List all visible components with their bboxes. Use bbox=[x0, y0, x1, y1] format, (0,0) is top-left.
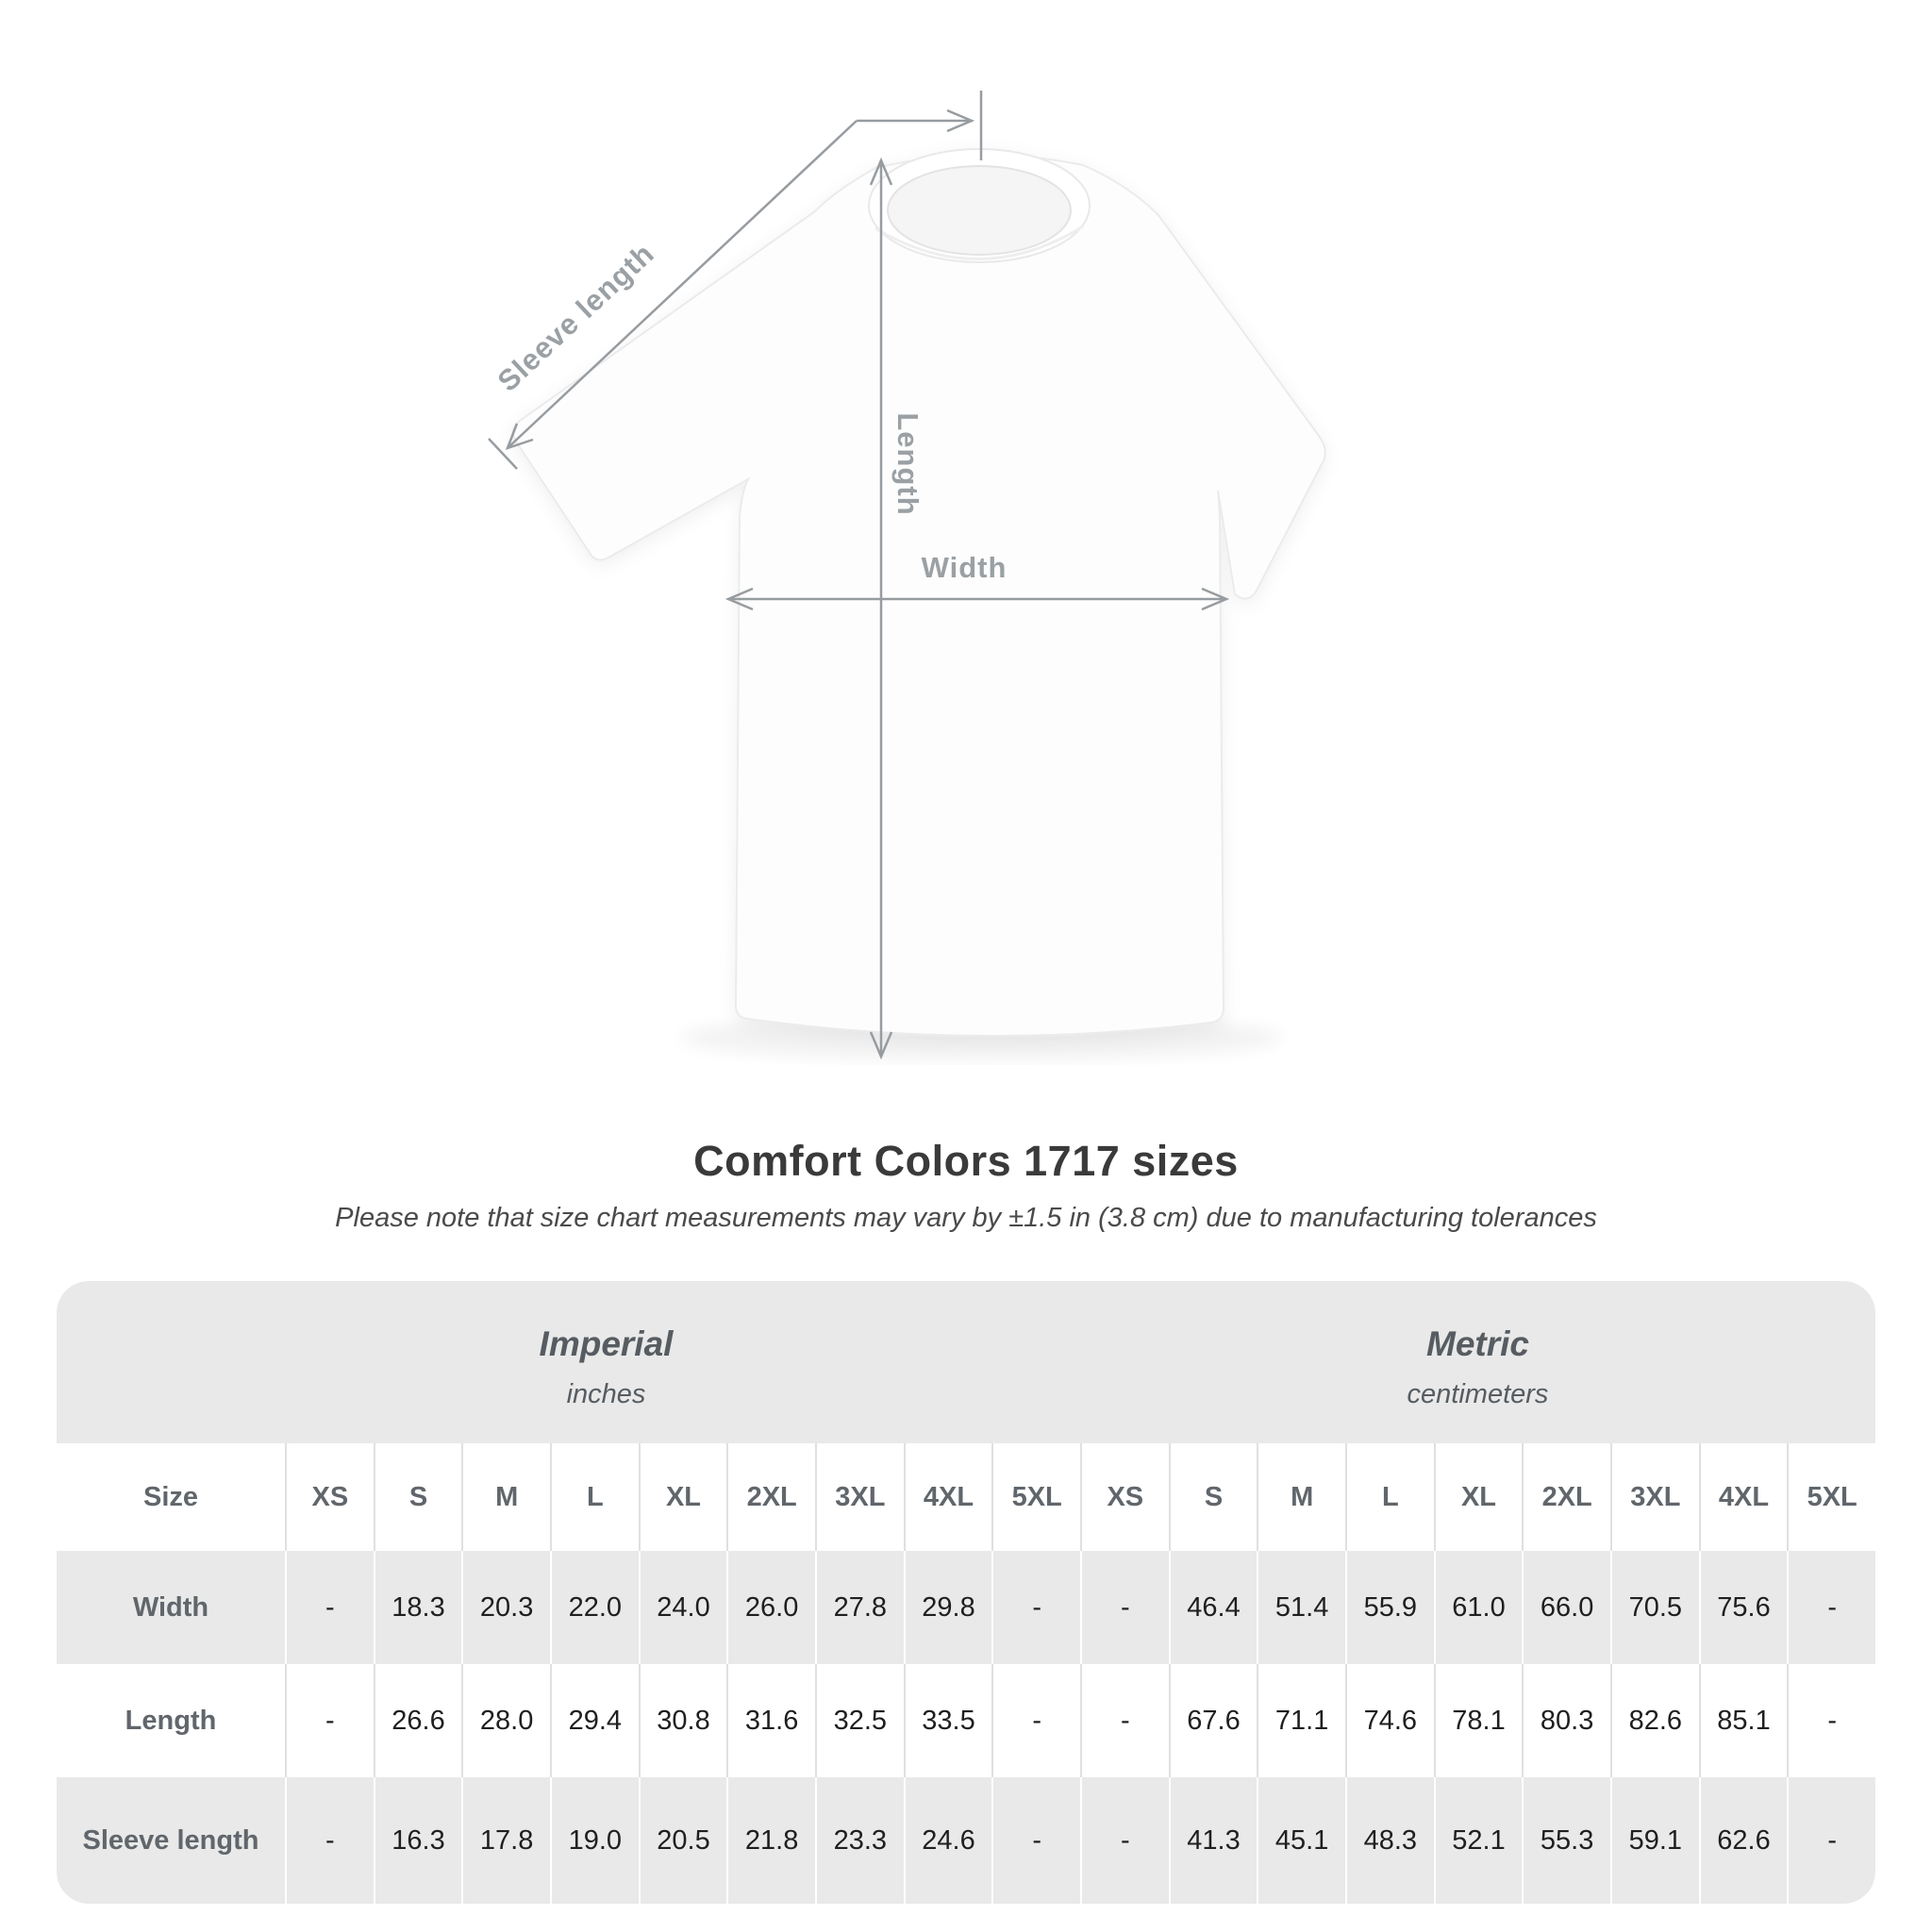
metric-label: Metric bbox=[1426, 1324, 1529, 1363]
size-column-header: 4XL bbox=[904, 1443, 992, 1551]
measurement-value: 30.8 bbox=[639, 1664, 727, 1777]
measurement-row-width bbox=[57, 1551, 1875, 1664]
sleeve-length-label: Sleeve length bbox=[491, 236, 661, 398]
measurement-value: 66.0 bbox=[1522, 1551, 1610, 1664]
measurement-value: 59.1 bbox=[1610, 1777, 1699, 1904]
size-column-header: XS bbox=[285, 1443, 374, 1551]
measurement-value: 26.6 bbox=[374, 1664, 462, 1777]
imperial-label: Imperial bbox=[539, 1324, 674, 1363]
measurement-value: 19.0 bbox=[550, 1777, 639, 1904]
page-title: Comfort Colors 1717 sizes bbox=[693, 1137, 1239, 1185]
measurement-value: - bbox=[285, 1777, 374, 1904]
measurement-value: 26.0 bbox=[726, 1551, 815, 1664]
measurement-value: 85.1 bbox=[1699, 1664, 1788, 1777]
measurement-value: 55.9 bbox=[1345, 1551, 1434, 1664]
measurement-value: 67.6 bbox=[1169, 1664, 1257, 1777]
measurement-value: 23.3 bbox=[815, 1777, 904, 1904]
measurement-value: 20.3 bbox=[461, 1551, 550, 1664]
size-corner-label: Size bbox=[142, 1481, 199, 1512]
measurement-value: 27.8 bbox=[815, 1551, 904, 1664]
size-column-header: 2XL bbox=[726, 1443, 815, 1551]
size-column-header: XL bbox=[1434, 1443, 1523, 1551]
measurement-value: 78.1 bbox=[1434, 1664, 1523, 1777]
measurement-value: 55.3 bbox=[1522, 1777, 1610, 1904]
tshirt-collar-inner bbox=[888, 166, 1071, 255]
size-header-row bbox=[57, 1443, 1875, 1551]
measurement-value: 21.8 bbox=[726, 1777, 815, 1904]
measurement-row-sleeve-length bbox=[57, 1777, 1875, 1904]
measurement-value: 18.3 bbox=[374, 1551, 462, 1664]
heading-block bbox=[0, 1137, 1932, 1234]
measurement-value: - bbox=[1080, 1664, 1169, 1777]
measurement-value: 46.4 bbox=[1169, 1551, 1257, 1664]
tshirt-body bbox=[513, 155, 1325, 1036]
measurement-value: 80.3 bbox=[1522, 1664, 1610, 1777]
measurement-value: - bbox=[991, 1551, 1080, 1664]
size-column-header: S bbox=[1169, 1443, 1257, 1551]
measurement-value: 75.6 bbox=[1699, 1551, 1788, 1664]
size-column-header: XS bbox=[1080, 1443, 1169, 1551]
length-label: Length bbox=[891, 412, 924, 516]
measurement-value: 82.6 bbox=[1610, 1664, 1699, 1777]
width-label: Width bbox=[921, 551, 1008, 584]
measurement-value: - bbox=[1787, 1664, 1875, 1777]
size-column-header: L bbox=[1345, 1443, 1434, 1551]
measurement-value: 74.6 bbox=[1345, 1664, 1434, 1777]
measurement-value: 51.4 bbox=[1257, 1551, 1345, 1664]
measurement-value: 16.3 bbox=[374, 1777, 462, 1904]
measurement-value: 52.1 bbox=[1434, 1777, 1523, 1904]
measurement-row-length bbox=[57, 1664, 1875, 1777]
measurement-value: 33.5 bbox=[904, 1664, 992, 1777]
measurement-value: 62.6 bbox=[1699, 1777, 1788, 1904]
measurement-value: - bbox=[1080, 1777, 1169, 1904]
measurement-value: 17.8 bbox=[461, 1777, 550, 1904]
measurement-value: 45.1 bbox=[1257, 1777, 1345, 1904]
size-column-header: XL bbox=[639, 1443, 727, 1551]
measurement-value: 29.8 bbox=[904, 1551, 992, 1664]
measurement-value: 41.3 bbox=[1169, 1777, 1257, 1904]
page-subtitle: Please note that size chart measurements may vary by ±1.5 in (3.8 cm) due to manufacturing tolerances bbox=[335, 1203, 1597, 1233]
measurement-value: 28.0 bbox=[461, 1664, 550, 1777]
size-column-header: 2XL bbox=[1522, 1443, 1610, 1551]
size-column-header: 3XL bbox=[815, 1443, 904, 1551]
unit-group-metric bbox=[1080, 1281, 1875, 1443]
measurement-value: 61.0 bbox=[1434, 1551, 1523, 1664]
measurement-value: 32.5 bbox=[815, 1664, 904, 1777]
measurement-value: 20.5 bbox=[639, 1777, 727, 1904]
measurement-value: 24.0 bbox=[639, 1551, 727, 1664]
size-table bbox=[57, 1281, 1875, 1904]
measurement-value: 24.6 bbox=[904, 1777, 992, 1904]
size-column-header: 5XL bbox=[1787, 1443, 1875, 1551]
measurement-value: - bbox=[285, 1664, 374, 1777]
size-column-header: 5XL bbox=[991, 1443, 1080, 1551]
measurement-value: 71.1 bbox=[1257, 1664, 1345, 1777]
measurement-value: 22.0 bbox=[550, 1551, 639, 1664]
size-column-header: M bbox=[1257, 1443, 1345, 1551]
size-column-header: S bbox=[374, 1443, 462, 1551]
measurement-value: 31.6 bbox=[726, 1664, 815, 1777]
imperial-sublabel: inches bbox=[566, 1378, 646, 1409]
size-column-header: 3XL bbox=[1610, 1443, 1699, 1551]
row-label: Length bbox=[125, 1705, 217, 1736]
measurement-value: - bbox=[1080, 1551, 1169, 1664]
measurement-value: 70.5 bbox=[1610, 1551, 1699, 1664]
metric-sublabel: centimeters bbox=[1407, 1378, 1549, 1409]
measurement-value: - bbox=[285, 1551, 374, 1664]
units-band bbox=[57, 1281, 1875, 1443]
measurement-value: - bbox=[1787, 1777, 1875, 1904]
size-column-header: M bbox=[461, 1443, 550, 1551]
unit-group-imperial bbox=[57, 1281, 1080, 1443]
size-column-header: 4XL bbox=[1699, 1443, 1788, 1551]
size-column-header: L bbox=[550, 1443, 639, 1551]
table-rows bbox=[57, 1551, 1875, 1904]
measurement-value: 29.4 bbox=[550, 1664, 639, 1777]
measurement-value: - bbox=[1787, 1551, 1875, 1664]
measurement-value: 48.3 bbox=[1345, 1777, 1434, 1904]
measurement-value: - bbox=[991, 1664, 1080, 1777]
measurement-value: - bbox=[991, 1777, 1080, 1904]
row-label: Sleeve length bbox=[82, 1824, 259, 1856]
row-label: Width bbox=[132, 1591, 209, 1623]
